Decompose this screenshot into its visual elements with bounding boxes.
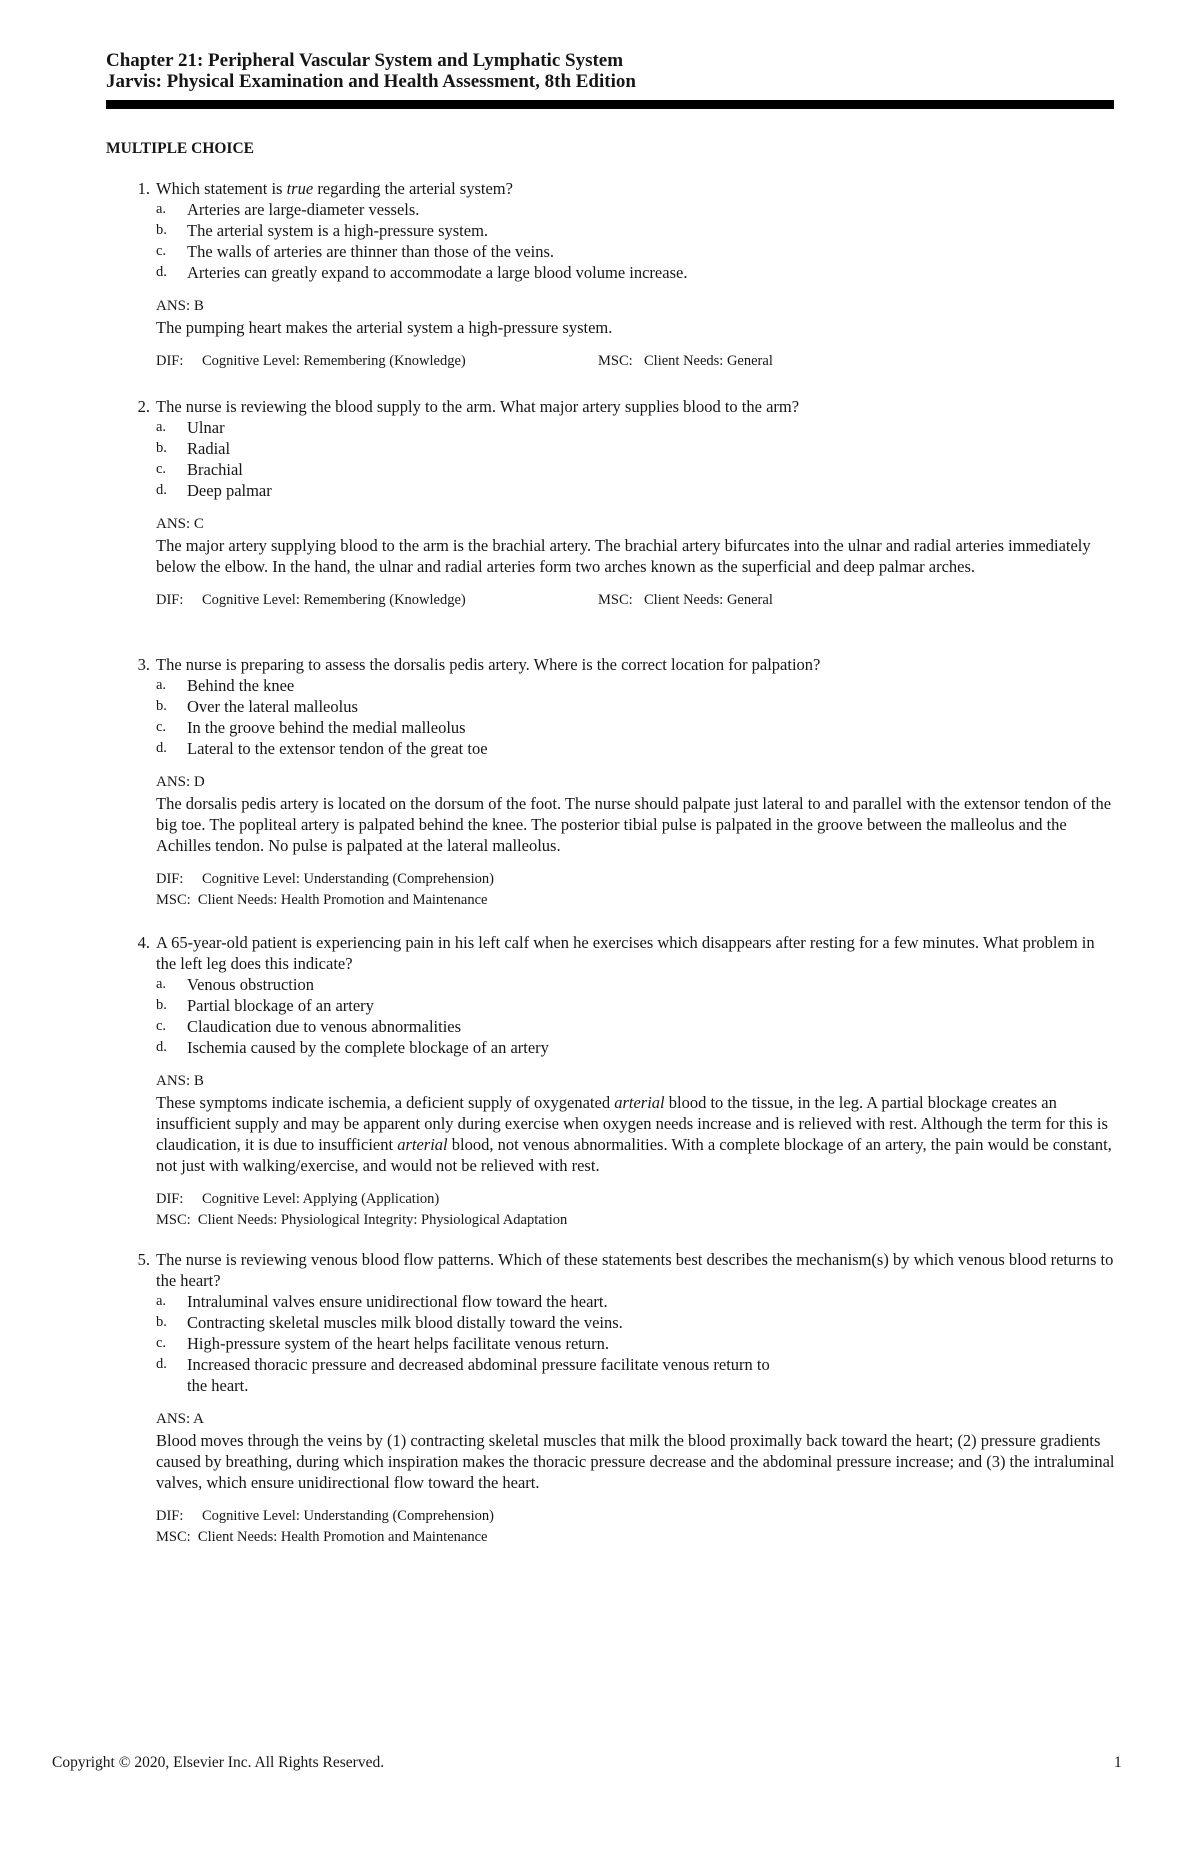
option-c: c. The walls of arteries are thinner than those of the veins. bbox=[156, 242, 554, 261]
option-c: c. Claudication due to venous abnormalities bbox=[156, 1017, 462, 1036]
question-stem: The nurse is reviewing the blood supply to the arm. What major artery supplies blood to the arm? bbox=[156, 397, 800, 416]
difficulty-level: Cognitive Level: Understanding (Comprehension) bbox=[202, 1508, 494, 1524]
rationale: Blood moves through the veins by (1) contracting skeletal muscles that milk the blood proximally back toward the heart; (2) pressure gradients caused by breathing, during which inspiration makes the thoracic pressure decrease and the abdominal pressure increase; and (3) the intraluminal valves, which ensure unidirectional flow toward the heart. bbox=[156, 1431, 1115, 1492]
question-metadata: DIF: Cognitive Level: Understanding (Comprehension) MSC: Client Needs: Health Promotion and Maintenance bbox=[156, 1508, 494, 1545]
header-divider bbox=[106, 100, 1114, 109]
option-d: d. Lateral to the extensor tendon of the great toe bbox=[156, 739, 488, 758]
question-stem: The nurse is preparing to assess the dorsalis pedis artery. Where is the correct location for palpation? bbox=[156, 655, 821, 674]
book-title: Jarvis: Physical Examination and Health Assessment, 8th Edition bbox=[106, 71, 636, 92]
client-needs: Client Needs: Health Promotion and Maintenance bbox=[197, 892, 488, 908]
question-stem: A 65-year-old patient is experiencing pain in his left calf when he exercises which disappears after resting for a few minutes. What problem in the left leg does this indicate? bbox=[156, 933, 1095, 973]
option-a: a. Arteries are large-diameter vessels. bbox=[156, 200, 420, 219]
question-number: 1. bbox=[137, 179, 150, 198]
option-c: c. High-pressure system of the heart helps facilitate venous return. bbox=[156, 1334, 609, 1353]
question-stem: Which statement is true regarding the arterial system? bbox=[156, 179, 513, 198]
option-a: a. Behind the knee bbox=[156, 676, 295, 695]
difficulty-level: Cognitive Level: Remembering (Knowledge) bbox=[202, 592, 466, 608]
answer-key: ANS: C bbox=[156, 516, 204, 532]
option-d: d. Arteries can greatly expand to accommodate a large blood volume increase. bbox=[156, 263, 688, 282]
question-number: 5. bbox=[137, 1250, 150, 1269]
question-metadata: DIF: Cognitive Level: Understanding (Comprehension) MSC: Client Needs: Health Promotion and Maintenance bbox=[156, 871, 494, 908]
rationale: These symptoms indicate ischemia, a deficient supply of oxygenated arterial blood to the tissue, in the leg. A partial blockage creates an insufficient supply and may be apparent only during exercise when oxygen needs increase and is relieved with rest. Although the term for this is claudication, it is due to insufficient arterial blood, not venous abnormalities. With a complete blockage of an artery, the pain would be constant, not just with walking/exercise, and would not be relieved with rest. bbox=[156, 1093, 1112, 1175]
option-b: b. Radial bbox=[156, 439, 231, 458]
chapter-title: Chapter 21: Peripheral Vascular System and Lymphatic System bbox=[106, 50, 624, 71]
question-number: 3. bbox=[137, 655, 150, 674]
difficulty-level: Cognitive Level: Applying (Application) bbox=[202, 1191, 440, 1207]
question-5 bbox=[106, 1249, 1116, 1548]
option-c: c. In the groove behind the medial malleolus bbox=[156, 718, 466, 737]
option-b: b. The arterial system is a high-pressure system. bbox=[156, 221, 489, 240]
difficulty-level: Cognitive Level: Understanding (Comprehension) bbox=[202, 871, 494, 887]
document-header bbox=[106, 50, 1112, 92]
client-needs: Client Needs: General bbox=[644, 353, 773, 369]
client-needs: Client Needs: General bbox=[644, 592, 773, 608]
question-stem: The nurse is reviewing venous blood flow patterns. Which of these statements best describes the mechanism(s) by which venous blood returns to the heart? bbox=[156, 1250, 1114, 1290]
option-a: a. Venous obstruction bbox=[156, 975, 314, 994]
client-needs: Client Needs: Health Promotion and Maintenance bbox=[197, 1529, 488, 1545]
question-4 bbox=[106, 932, 1116, 1231]
option-a: a. Intraluminal valves ensure unidirectional flow toward the heart. bbox=[156, 1292, 608, 1311]
option-d: d. Deep palmar bbox=[156, 481, 272, 500]
option-d: d. Increased thoracic pressure and decreased abdominal pressure facilitate venous return to the heart. bbox=[156, 1355, 770, 1395]
option-d: d. Ischemia caused by the complete blockage of an artery bbox=[156, 1038, 549, 1057]
question-number: 4. bbox=[137, 933, 150, 952]
option-b: b. Contracting skeletal muscles milk blood distally toward the veins. bbox=[156, 1313, 623, 1332]
question-metadata: DIF: Cognitive Level: Applying (Application) MSC: Client Needs: Physiological Integrity: Physiological Adaptation bbox=[156, 1191, 568, 1228]
option-a: a. Ulnar bbox=[156, 418, 225, 437]
client-needs: Client Needs: Physiological Integrity: Physiological Adaptation bbox=[197, 1212, 568, 1228]
question-metadata: DIF: Cognitive Level: Remembering (Knowledge) MSC: Client Needs: General bbox=[106, 351, 1116, 372]
section-title: MULTIPLE CHOICE bbox=[106, 140, 254, 157]
answer-key: ANS: D bbox=[156, 774, 205, 790]
question-1 bbox=[106, 178, 1116, 372]
rationale: The pumping heart makes the arterial system a high-pressure system. bbox=[156, 318, 613, 337]
question-metadata: DIF: Cognitive Level: Remembering (Knowledge) MSC: Client Needs: General bbox=[106, 590, 1116, 611]
answer-key: ANS: B bbox=[156, 298, 204, 314]
rationale: The dorsalis pedis artery is located on the dorsum of the foot. The nurse should palpate just lateral to and parallel with the extensor tendon of the big toe. The popliteal artery is palpated behind the knee. The posterior tibial pulse is palpated in the groove between the malleolus and the Achilles tendon. No pulse is palpated at the lateral malleolus. bbox=[156, 794, 1112, 855]
answer-key: ANS: A bbox=[156, 1411, 204, 1427]
difficulty-level: Cognitive Level: Remembering (Knowledge) bbox=[202, 353, 466, 369]
question-3 bbox=[106, 654, 1116, 911]
answer-key: ANS: B bbox=[156, 1073, 204, 1089]
rationale: The major artery supplying blood to the arm is the brachial artery. The brachial artery bifurcates into the ulnar and radial arteries immediately below the elbow. In the hand, the ulnar and radial arteries form two arches known as the superficial and deep palmar arches. bbox=[156, 536, 1091, 576]
page-number: 1 bbox=[1114, 1754, 1122, 1771]
copyright-notice: Copyright © 2020, Elsevier Inc. All Rights Reserved. bbox=[52, 1754, 385, 1771]
question-2 bbox=[106, 396, 1116, 611]
question-number: 2. bbox=[137, 397, 150, 416]
option-c: c. Brachial bbox=[156, 460, 243, 479]
option-b: b. Partial blockage of an artery bbox=[156, 996, 374, 1015]
option-b: b. Over the lateral malleolus bbox=[156, 697, 358, 716]
